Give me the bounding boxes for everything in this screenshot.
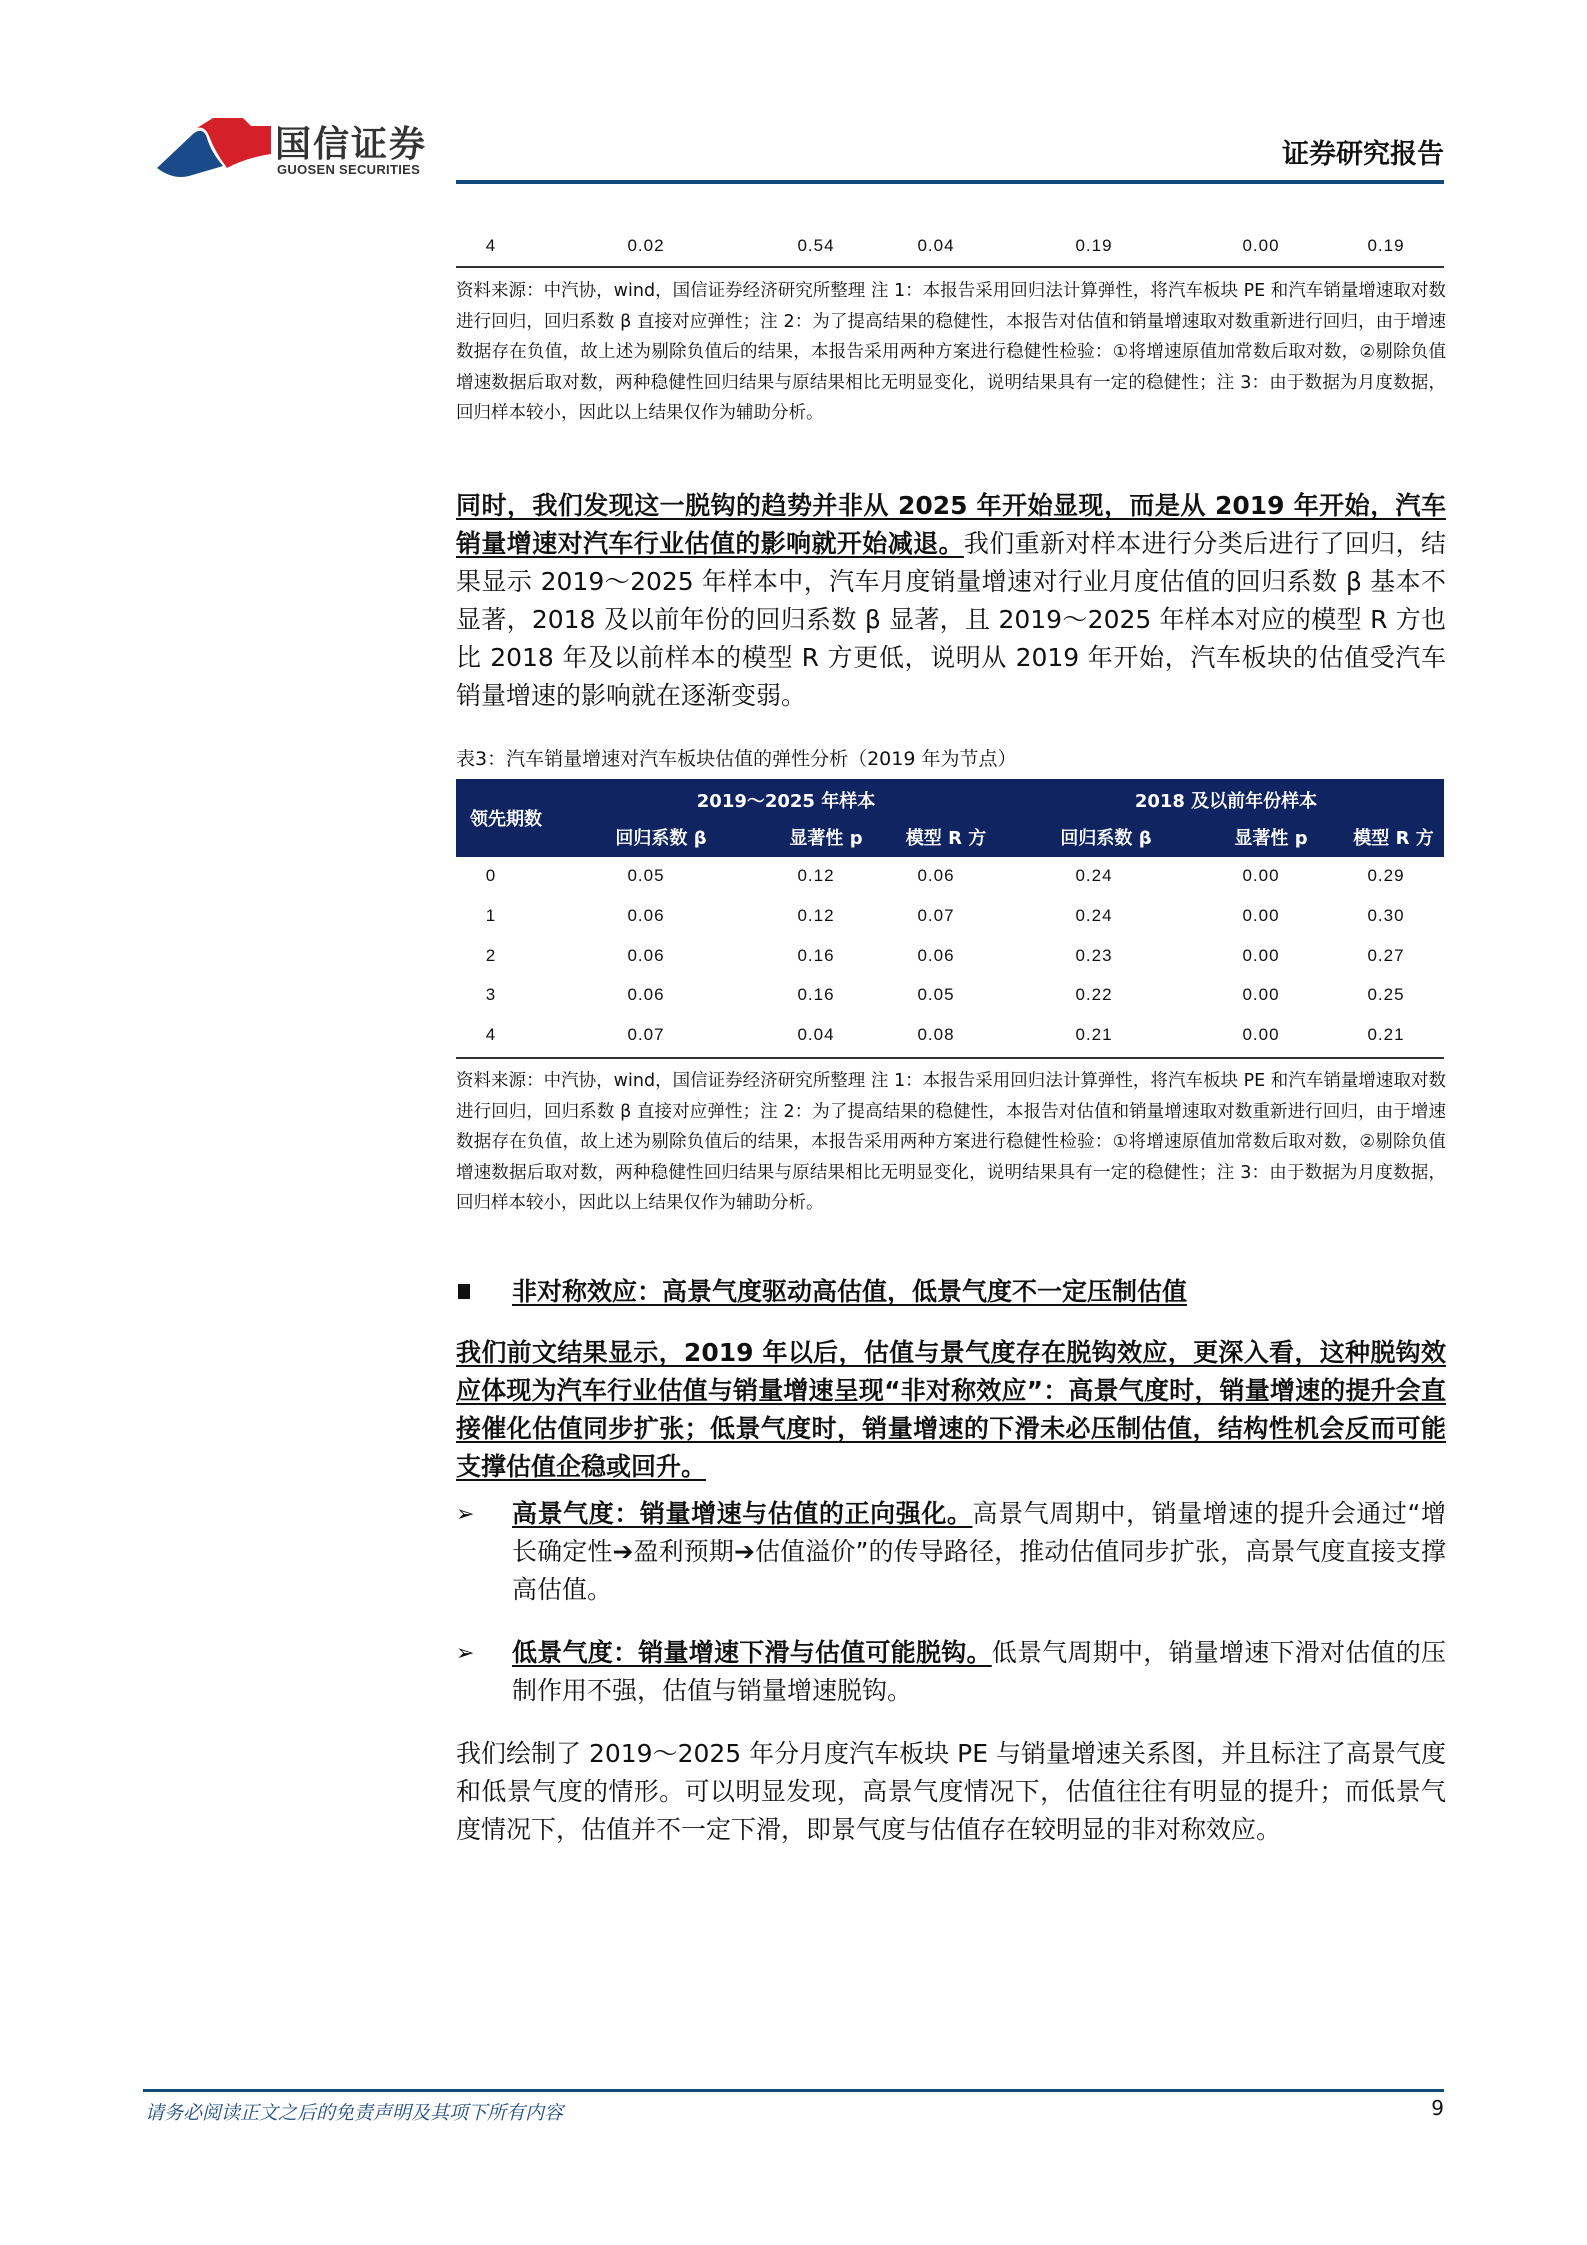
column-header: 显著性 p <box>789 828 863 849</box>
table-cell: 0.06 <box>917 866 955 885</box>
page-number: 9 <box>1431 2096 1444 2120</box>
column-header: 回归系数 β <box>1060 828 1152 849</box>
table-cell: 0.23 <box>1075 946 1113 965</box>
table-cell: 0.04 <box>917 236 955 255</box>
table-row <box>456 906 1444 946</box>
arrow-bullet-icon: ➢ <box>456 1502 475 1527</box>
header-divider <box>456 180 1444 184</box>
table-cell: 0.19 <box>1075 236 1113 255</box>
column-header: 回归系数 β <box>615 828 707 849</box>
emphasis-paragraph: 我们前文结果显示，2019 年以后，估值与景气度存在脱钩效应，更深入看，这种脱钩效应体现为汽车行业估值与销量增速呈现“非对称效应”：高景气度时，销量增速的提升会直接催化估值同步扩张；低景气度时，销量增速的下滑未必压制估值，结构性机会反而可能支撑估值企稳或回升。 <box>456 1338 1446 1481</box>
section-heading: 非对称效应：高景气度驱动高估值，低景气度不一定压制估值 <box>512 1277 1188 1306</box>
table-cell: 0.25 <box>1367 985 1405 1004</box>
table-cell: 0.00 <box>1242 906 1280 925</box>
emphasis-text: 同时，我们发现这一脱钩的趋势并非从 2025 年开始显现，而是从 2019 年开始，汽车销量增速对汽车行业估值的影响就开始减退。 <box>456 491 1446 558</box>
table-cell: 0.19 <box>1367 236 1405 255</box>
table-cell: 0.24 <box>1075 866 1113 885</box>
table-cell: 0.07 <box>627 1025 665 1044</box>
table-caption: 表3：汽车销量增速对汽车板块估值的弹性分析（2019 年为节点） <box>456 748 1017 770</box>
table-bottom-rule <box>456 266 1444 268</box>
table-cell: 0.12 <box>797 866 835 885</box>
table-cell: 0.30 <box>1367 906 1405 925</box>
bullet-body: 高景气周期中，销量增速的提升会通过“增长确定性➔盈利预期➔估值溢价”的传导路径，推动估值同步扩张，高景气度直接支撑高估值。 <box>512 1499 1446 1604</box>
table-cell: 0.00 <box>1242 946 1280 965</box>
table-cell: 0.06 <box>627 906 665 925</box>
bullet-heading: 低景气度：销量增速下滑与估值可能脱钩。 <box>512 1638 992 1667</box>
source-note: 资料来源：中汽协，wind，国信证券经济研究所整理 注 1：本报告采用回归法计算弹性，将汽车板块 PE 和汽车销量增速取对数进行回归，回归系数 β 直接对应弹性；注 2：为了提高结果的稳健性，本报告对估值和销量增速取对数重新进行回归，由于增速数据存在负值，故上述为剔除负值后的结果，本报告采用两种方案进行稳健性检验：①将增速原值加常数后取对数，②剔除负值增速数据后取对数，两种稳健性回归结果与原结果相比无明显变化，说明结果具有一定的稳健性；注 3：由于数据为月度数据，回归样本较小，因此以上结果仅作为辅助分析。 <box>456 1071 1446 1213</box>
arrow-bullet-icon: ➢ <box>456 1641 475 1666</box>
previous-table-last-row <box>456 236 1444 264</box>
bullet-item <box>512 1634 1446 1710</box>
table-cell: 0.00 <box>1242 866 1280 885</box>
table-cell: 0.00 <box>1242 236 1280 255</box>
group-header-pre-2018: 2018 及以前年份样本 <box>1134 791 1318 812</box>
body-text: 我们重新对样本进行分类后进行了回归，结果显示 2019～2025 年样本中，汽车月度销量增速对行业月度估值的回归系数 β 基本不显著，2018 及以前年份的回归系数 β 显著，且 2019～2025 年样本对应的模型 R 方也比 2018 年及以前样本的模型 R 方更低，说明从 2019 年开始，汽车板块的估值受汽车销量增速的影响就在逐渐变弱。 <box>456 529 1446 710</box>
report-type-title: 证券研究报告 <box>1282 139 1444 170</box>
table-cell: 0.06 <box>627 985 665 1004</box>
table-cell: 0.00 <box>1242 985 1280 1004</box>
table-cell: 0.16 <box>797 985 835 1004</box>
square-bullet-icon <box>458 1284 470 1299</box>
table-row <box>456 946 1444 986</box>
footer-divider <box>143 2089 1444 2092</box>
table-cell: 1 <box>485 906 497 925</box>
table-bottom-rule <box>456 1057 1444 1059</box>
table-cell: 0.06 <box>627 946 665 965</box>
group-header-2019-2025: 2019～2025 年样本 <box>696 791 876 812</box>
table-cell: 0.54 <box>797 236 835 255</box>
table-cell: 3 <box>485 985 497 1004</box>
source-note: 资料来源：中汽协，wind，国信证券经济研究所整理 注 1：本报告采用回归法计算弹性，将汽车板块 PE 和汽车销量增速取对数进行回归，回归系数 β 直接对应弹性；注 2：为了提高结果的稳健性，本报告对估值和销量增速取对数重新进行回归，由于增速数据存在负值，故上述为剔除负值后的结果，本报告采用两种方案进行稳健性检验：①将增速原值加常数后取对数，②剔除负值增速数据后取对数，两种稳健性回归结果与原结果相比无明显变化，说明结果具有一定的稳健性；注 3：由于数据为月度数据，回归样本较小，因此以上结果仅作为辅助分析。 <box>456 281 1446 423</box>
body-paragraph: 我们绘制了 2019～2025 年分月度汽车板块 PE 与销量增速关系图，并且标注了高景气度和低景气度的情形。可以明显发现，高景气度情况下，估值往往有明显的提升；而低景气度情况下，估值并不一定下滑，即景气度与估值存在较明显的非对称效应。 <box>456 1739 1446 1844</box>
table-cell: 0.24 <box>1075 906 1113 925</box>
table-cell: 0.00 <box>1242 1025 1280 1044</box>
column-header: 模型 R 方 <box>1353 828 1434 849</box>
table-cell: 0.22 <box>1075 985 1113 1004</box>
table-cell: 0.02 <box>627 236 665 255</box>
table-cell: 0.27 <box>1367 946 1405 965</box>
table-cell: 0.08 <box>917 1025 955 1044</box>
body-paragraph <box>456 487 1446 715</box>
table-cell: 0.16 <box>797 946 835 965</box>
footer-disclaimer: 请务必阅读正文之后的免责声明及其项下所有内容 <box>145 2102 564 2124</box>
table-cell: 4 <box>485 236 497 255</box>
column-header-lead-period: 领先期数 <box>470 809 542 830</box>
table-row <box>456 985 1444 1025</box>
column-header: 模型 R 方 <box>905 828 987 849</box>
bullet-body: 低景气周期中，销量增速下滑对估值的压制作用不强，估值与销量增速脱钩。 <box>512 1638 1446 1705</box>
table-cell: 4 <box>485 1025 497 1044</box>
table-row <box>456 866 1444 906</box>
table-cell: 2 <box>485 946 497 965</box>
table-header <box>456 779 1444 857</box>
table-cell: 0.29 <box>1367 866 1405 885</box>
table-row <box>456 1025 1444 1065</box>
logo-chinese-name: 国信证券 <box>275 124 428 165</box>
table-cell: 0.06 <box>917 946 955 965</box>
table-cell: 0.21 <box>1367 1025 1405 1044</box>
bullet-item <box>512 1495 1446 1609</box>
guosen-logo-icon <box>155 118 273 180</box>
brand-logo <box>155 110 455 185</box>
column-header: 显著性 p <box>1234 828 1308 849</box>
logo-english-name: GUOSEN SECURITIES <box>277 162 421 177</box>
table-cell: 0.05 <box>627 866 665 885</box>
table-cell: 0.21 <box>1075 1025 1113 1044</box>
bullet-heading: 高景气度：销量增速与估值的正向强化。 <box>512 1499 973 1528</box>
table-cell: 0 <box>485 866 497 885</box>
table-cell: 0.05 <box>917 985 955 1004</box>
table-cell: 0.07 <box>917 906 955 925</box>
table-cell: 0.04 <box>797 1025 835 1044</box>
table-cell: 0.12 <box>797 906 835 925</box>
